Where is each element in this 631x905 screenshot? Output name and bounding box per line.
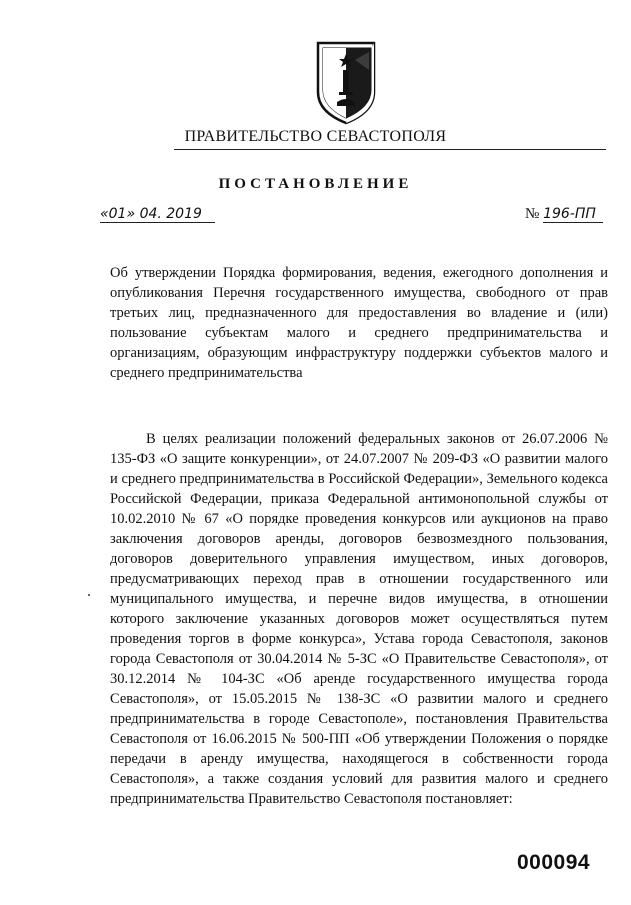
document-title: Об утверждении Порядка формирования, ведения, ежегодного дополнения и опубликования Перечня государственного имущества, свободного от прав третьих лиц, предназначенного для предоставления во владение и (или) пользование субъектам малого и среднего предпринимательства и организациям, образующим инфраструктуру поддержки субъектов малого и среднего предпринимательства — [110, 265, 608, 381]
serial-number: 000094 — [517, 851, 591, 874]
date-open-quote: « — [100, 206, 109, 222]
header-divider — [174, 149, 606, 150]
date-month-year: 04. 2019 — [139, 206, 202, 222]
number-value: 196-ПП — [543, 206, 603, 223]
document-date — [100, 206, 215, 223]
scan-speck — [88, 594, 90, 596]
sevastopol-coat-of-arms-icon — [315, 40, 377, 126]
document-body: В целях реализации положений федеральных законов от 26.07.2006 № 135-ФЗ «О защите конкуренции», от 24.07.2007 № 209-ФЗ «О развитии малого и среднего предпринимательства в Российской Федерации», Земельного кодекса Российской Федерации, приказа Федеральной антимонопольной службы от 10.02.2010 № 67 «О порядке проведения конкурсов или аукционов на право заключения договоров аренды, договоров безвозмездного пользования, договоров доверительного управления имуществом, иных договоров, предусматривающих переход прав в отношении государственного или муниципального имущества, и перечне видов имущества, в отношении которого заключение указанных договоров может осуществляться путем проведения торгов в форме конкурса», Устава города Севастополя, законов города Севастополя от 30.04.2014 № 5-ЗС «О Правительстве Севастополя», от 30.12.2014 № 104-ЗС «Об аренде государственного имущества города Севастополя», от 15.05.2015 № 138-ЗС «О развитии малого и среднего предпринимательства в городе Севастополе», постановления Правительства Севастополя от 16.06.2015 № 500-ПП «Об утверждении Положения о порядке передачи в аренду имущества, находящегося в собственности города Севастополя», а также создания условий для развития малого и среднего предпринимательства Правительство Севастополя постановляет: — [110, 431, 608, 807]
date-day: 01 — [108, 206, 127, 222]
document-type: ПОСТАНОВЛЕНИЕ — [218, 176, 413, 192]
government-name: ПРАВИТЕЛЬСТВО СЕВАСТОПОЛЯ — [184, 128, 447, 145]
number-sign: № — [525, 206, 540, 222]
document-number — [525, 206, 603, 223]
date-close-quote: » — [126, 206, 136, 222]
